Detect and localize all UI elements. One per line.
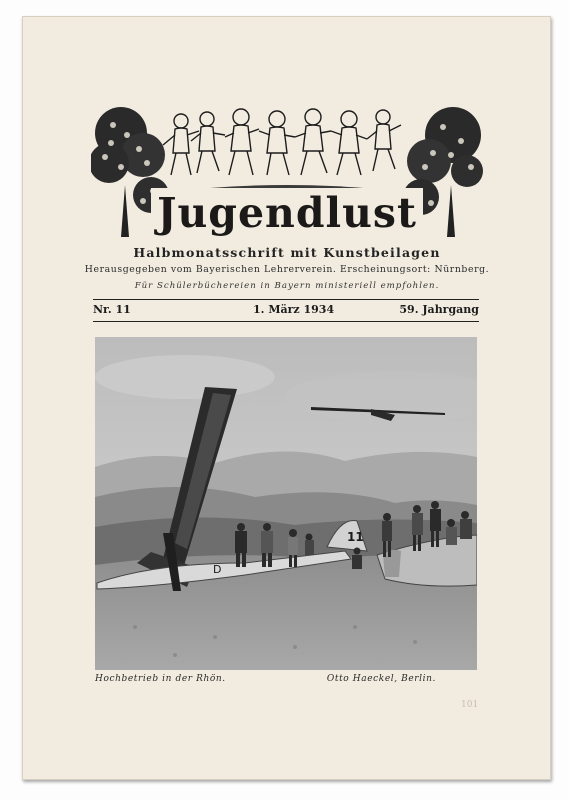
page-number: 101 [461,700,479,710]
magazine-subtitle: Halbmonatsschrift mit Kunstbeilagen [133,245,441,260]
issue-volume: 59. Jahrgang [399,303,479,316]
recommendation-line: Für Schülerbüchereien in Bayern ministeriell empfohlen. [134,281,440,291]
magazine-title-block [23,188,551,238]
magazine-page [22,16,551,780]
glider-scene [95,337,477,670]
issue-number: Nr. 11 [93,303,131,316]
issue-info-bar [93,303,479,321]
bottom-rule [93,321,479,322]
photo-credit: Otto Haeckel, Berlin. [326,674,436,684]
glider-photograph [95,337,477,670]
glider-marking-11: 11 [347,530,364,544]
issue-date: 1. März 1934 [253,303,335,316]
publisher-line: Herausgegeben vom Bayerischen Lehrerverein. Erscheinungsort: Nürnberg. [84,264,490,275]
photo-caption: Hochbetrieb in der Rhön. [95,674,226,684]
glider-marking-d: D [213,563,222,576]
top-rule [93,299,479,300]
magazine-title: Jugendlust [151,188,423,238]
